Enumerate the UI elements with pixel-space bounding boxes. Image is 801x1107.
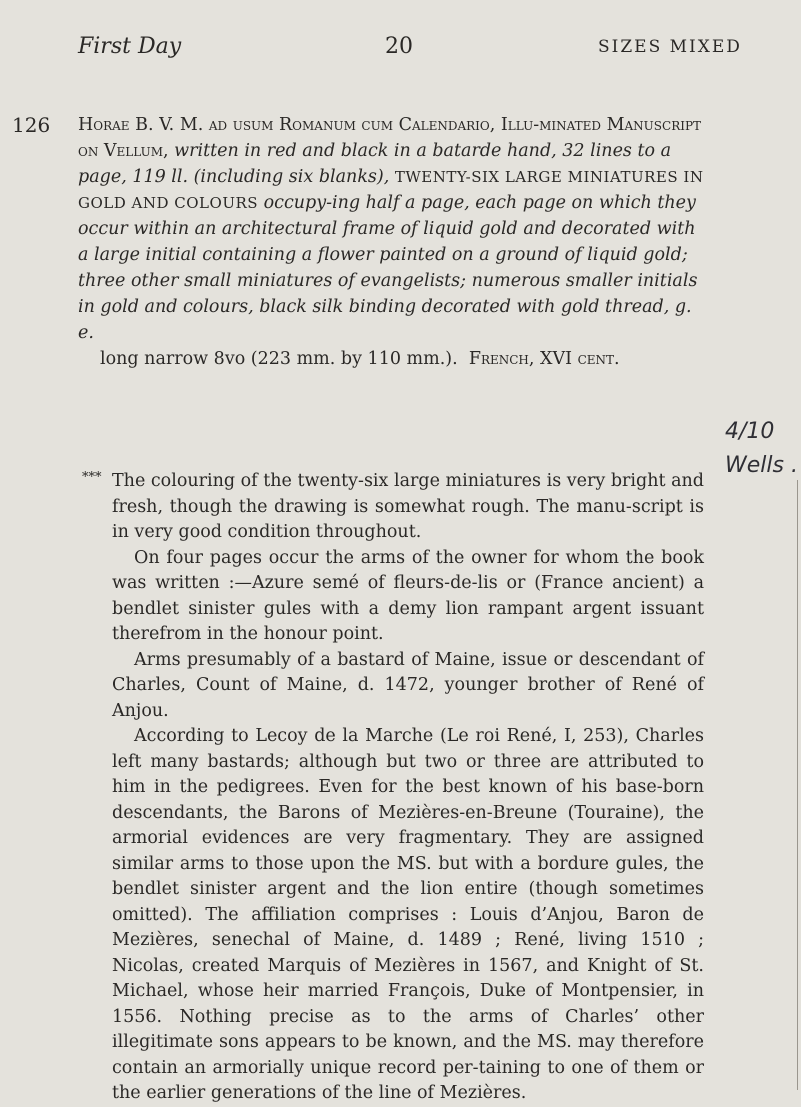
note-paragraph: On four pages occur the arms of the owner for whom the book was written :—Azure semé of fleurs-de-lis or (France ancient) a bendlet sinister gules with a demy lion rampant argent issuant therefrom in the honour point. <box>112 547 704 644</box>
lot-description-3: occupy-ing half a page, each page on which they occur within an architectural frame of liquid gold and decorated with a large initial containing a flower painted on a ground of liquid gold; three other small miniatures of evangelists; numerous smaller initials in gold and colours, black silk binding decorated with gold thread, g. e. <box>78 193 698 343</box>
page-header <box>0 34 801 64</box>
miniatures-caps: TWENTY-SIX LARGE MINIATURES IN GOLD AND COLOURS <box>78 168 704 212</box>
asterism-mark: *** <box>82 470 102 485</box>
handwritten-annotation <box>725 415 801 483</box>
lot-title: Horae B. V. M. ad usum Romanum cum Calendario, Illu-minated Manuscript on Vellum, <box>78 115 702 161</box>
lot-heading <box>78 112 706 372</box>
lot-description-1: written in red and black in a <box>174 141 427 161</box>
page-number: 20 <box>385 34 413 59</box>
page-edge-line <box>797 480 798 1090</box>
script-word: batarde <box>432 141 502 161</box>
lot-number: 126 <box>12 113 51 137</box>
handwritten-price: 4/10 <box>725 419 775 444</box>
lot-dimensions: long narrow 8vo (223 mm. by 110 mm.). <box>100 349 458 369</box>
header-day: First Day <box>78 34 182 59</box>
lot-notes <box>112 469 704 1107</box>
lot-period: French, XVI cent. <box>468 349 620 369</box>
note-paragraph: According to Lecoy de la Marche (Le roi René, I, 253), Charles left many bastards; although but two or three are attributed to him in the pedigrees. Even for the best known of his base-born descendants, the Barons of Mezières-en-Breune (Touraine), the armorial evidences are very fragmentary. They are assigned similar arms to those upon the MS. but with a bordure gules, the bendlet sinister argent and the lion entire (though sometimes omitted). The affiliation comprises : Louis d’Anjou, Baron de Mezières, senechal of Maine, d. 1489 ; René, living 1510 ; Nicolas, created Marquis of Mezières in 1567, and Knight of St. Michael, whose heir married François, Duke of Montpensier, in 1556. Nothing precise as to the arms of Charles’ other illegitimate sons appears to be known, and the MS. may therefore contain an armorially unique record per-taining to one of them or the earlier generations of the line of Mezières. <box>112 726 704 1103</box>
note-paragraph: Arms presumably of a bastard of Maine, issue or descendant of Charles, Count of Maine, d. 1472, younger brother of René of Anjou. <box>112 649 704 721</box>
lot-description-2: hand, 32 lines to a page, 119 ll. (including six blanks), <box>78 141 672 187</box>
handwritten-buyer: Wells . <box>725 453 798 478</box>
note-paragraph: The colouring of the twenty-six large miniatures is very bright and fresh, though the drawing is somewhat rough. The manu-script is in very good condition throughout. <box>112 471 704 542</box>
header-section: SIZES MIXED <box>598 37 742 57</box>
